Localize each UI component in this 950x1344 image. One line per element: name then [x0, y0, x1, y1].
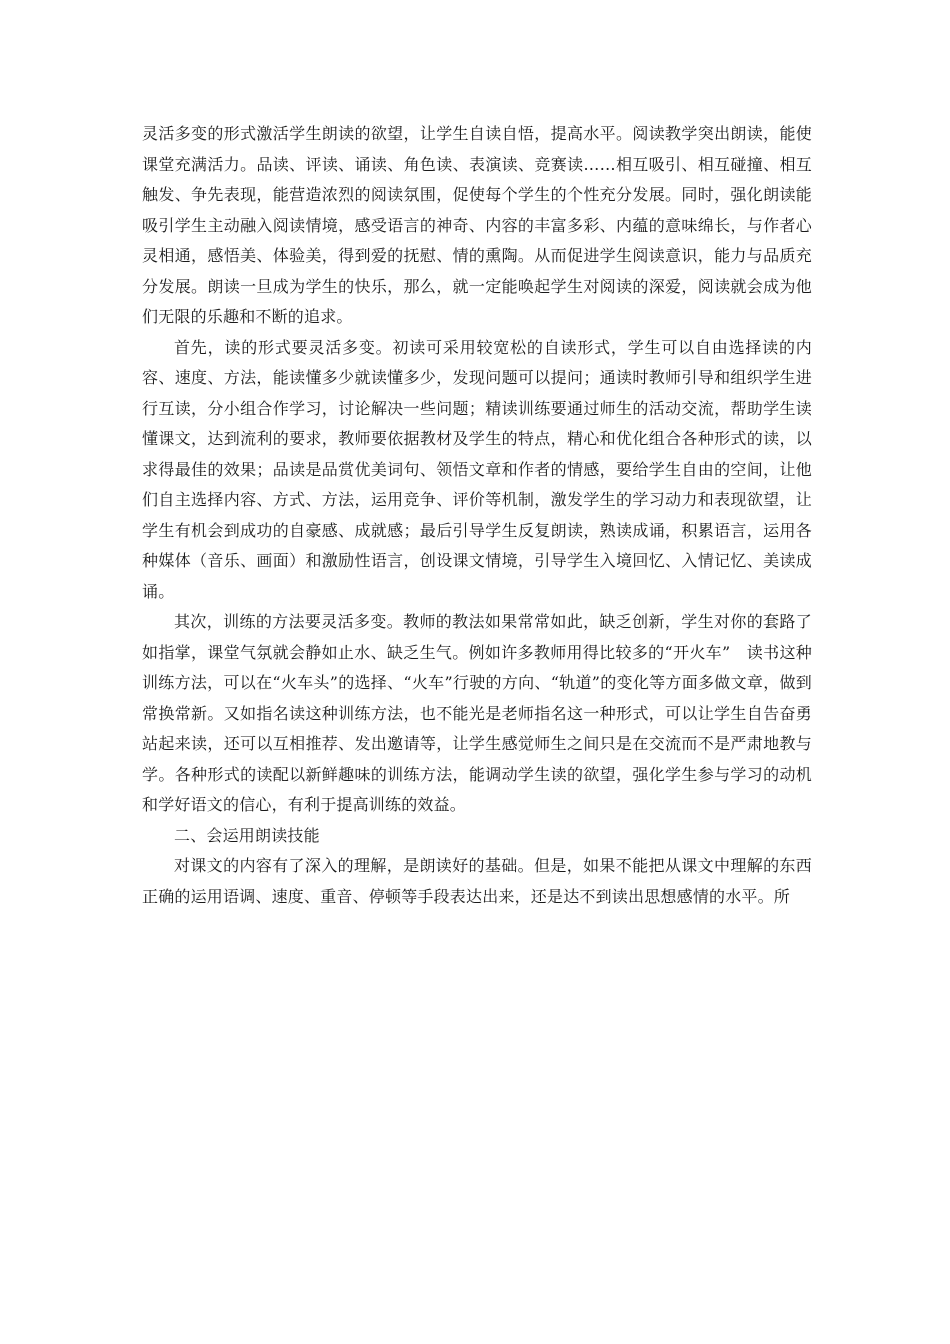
- paragraph-continuation: 灵活多变的形式激活学生朗读的欲望，让学生自读自悟，提高水平。阅读教学突出朗读，能使课堂充满活力。品读、评读、诵读、角色读、表演读、竞赛读……相互吸引、相互碰撞、相互触发、争先表现，能营造浓烈的阅读氛围，促使每个学生的个性充分发展。同时，强化朗读能吸引学生主动融入阅读情境，感受语言的神奇、内容的丰富多彩、内蕴的意味绵长，与作者心灵相通，感悟美、体验美，得到爱的抚慰、情的熏陶。从而促进学生阅读意识，能力与品质充分发展。朗读一旦成为学生的快乐，那么，就一定能唤起学生对阅读的深爱，阅读就会成为他们无限的乐趣和不断的追求。: [142, 124, 812, 326]
- paragraph-reading-skills: 对课文的内容有了深入的理解，是朗读好的基础。但是，如果不能把从课文中理解的东西正确的运用语调、速度、重音、停顿等手段表达出来，还是达不到读出思想感情的水平。所: [142, 856, 812, 906]
- paragraph-training-methods: 其次，训练的方法要灵活多变。教师的教法如果常常如此，缺乏创新，学生对你的套路了如指掌，课堂气氛就会静如止水、缺乏生气。例如许多教师用得比较多的“开火车” 读书这种训练方法，可以在“火车头”的选择、“火车”行驶的方向、“轨道”的变化等方面多做文章，做到常换常新。又如指名读这种训练方法，也不能光是老师指名这一种形式，可以让学生自告奋勇站起来读，还可以互相推荐、发出邀请等，让学生感觉师生之间只是在交流而不是严肃地教与学。各种形式的读配以新鲜趣味的训练方法，能调动学生读的欲望，强化学生参与学习的动机和学好语文的信心，有利于提高训练的效益。: [142, 612, 812, 814]
- document-body: [142, 119, 812, 912]
- paragraph-reading-forms: 首先，读的形式要灵活多变。初读可采用较宽松的自读形式，学生可以自由选择读的内容、速度、方法，能读懂多少就读懂多少，发现问题可以提问；通读时教师引导和组织学生进行互读，分小组合作学习，讨论解决一些问题；精读训练要通过师生的活动交流，帮助学生读懂课文，达到流利的要求，教师要依据教材及学生的特点，精心和优化组合各种形式的读，以求得最佳的效果；品读是品赏优美词句、领悟文章和作者的情感，要给学生自由的空间，让他们自主选择内容、方式、方法，运用竞争、评价等机制，激发学生的学习动力和表现欲望，让学生有机会到成功的自豪感、成就感；最后引导学生反复朗读，熟读成诵，积累语言，运用各种媒体（音乐、画面）和激励性语言，创设课文情境，引导学生入境回忆、入情记忆、美读成诵。: [142, 337, 812, 601]
- section-heading: 二、会运用朗读技能: [174, 825, 320, 845]
